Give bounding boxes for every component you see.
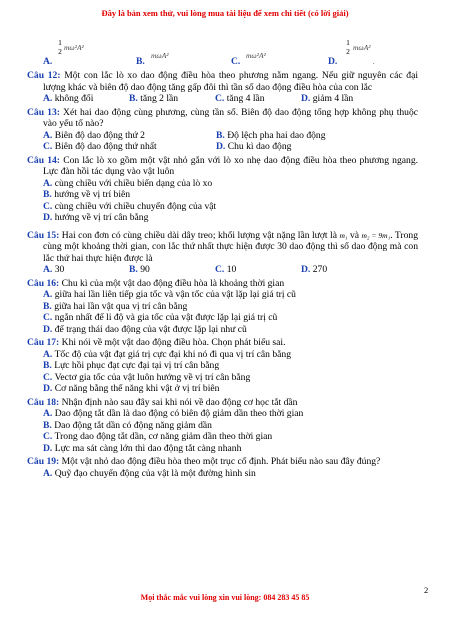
- punctuation: .: [373, 57, 375, 66]
- question-text: Khi nói về một vật dao động điều hòa. Chọn phát biểu sai.: [61, 337, 286, 348]
- option-c: C. Vectơ gia tốc của vật luôn hướng về vị trí cân bằng: [43, 371, 251, 383]
- fraction-denominator: 2: [58, 47, 62, 56]
- question-18: [27, 396, 418, 409]
- option-b: B. hướng về vị trí biên: [43, 189, 131, 200]
- question-19: [27, 456, 418, 468]
- fraction-denominator: 2: [346, 47, 350, 56]
- question-text: Một con lắc lò xo dao động điều hòa theo phương nằm ngang. Nếu giữ nguyên các đại lượng khác và biên độ dao động tăng gấp đôi thì tần số dao động điều hòa của con lắc: [43, 70, 418, 93]
- option-a: A. Biên độ dao động thứ 2: [43, 129, 145, 141]
- question-14: [27, 154, 419, 178]
- question-12: [27, 70, 418, 93]
- question-16: [27, 277, 418, 290]
- option-c: C. 10: [215, 264, 237, 275]
- option-a: A. Quỹ đạo chuyển động của vật là một đường hình sin: [43, 467, 256, 479]
- question-13: [27, 106, 419, 130]
- formula: m₂ = 9m₁: [361, 230, 391, 240]
- option-c: C. ngắn nhất để li độ và gia tốc của vật được lặp lại giá trị cũ: [43, 312, 278, 323]
- question-17: [27, 337, 418, 349]
- question-number: Câu 12:: [27, 70, 61, 81]
- option-a: A. giữa hai lần liên tiếp gia tốc và vận tốc của vật lặp lại giá trị cũ: [43, 289, 296, 300]
- question-number: Câu 13:: [27, 106, 60, 118]
- page-number: 2: [424, 585, 429, 595]
- option-d: D. hướng về vị trí cân bằng: [43, 212, 149, 223]
- option-letter: A.: [43, 56, 53, 67]
- option-b: B. giữa hai lần vật qua vị trí cân bằng: [43, 300, 188, 312]
- option-b: B. tăng 2 lần: [129, 93, 179, 104]
- option-d: D. giảm 4 lần: [301, 93, 354, 104]
- option-c: C. tăng 4 lần: [215, 93, 265, 104]
- formula: mωA²: [151, 51, 169, 60]
- fraction-numerator: 1: [58, 38, 62, 47]
- option-letter: B.: [136, 56, 145, 67]
- question-text: . Trong cùng một khoảng thời gian, con lắc thứ nhất thực hiện được 30 dao động thì số dao động mà con lắc thứ hai thực hiện được là: [43, 229, 419, 264]
- option-d: D. Chu kì dao động: [216, 141, 292, 152]
- formula: mω²A²: [246, 51, 266, 60]
- option-b: B. 90: [129, 264, 150, 275]
- formula: mω²A²: [64, 43, 84, 52]
- fraction: [344, 38, 352, 56]
- q13-options-row2: [43, 141, 418, 153]
- q12-options: [43, 93, 418, 105]
- question-text: Hai con đơn có cùng chiều dài dây treo; khối lượng vật nặng lần lượt là: [61, 229, 337, 241]
- question-number: Câu 17:: [27, 337, 60, 348]
- question-text: Xét hai dao động cùng phương, cùng tần số. Biên độ dao động tổng hợp không phụ thuộc vào yếu tố nào?: [43, 106, 419, 129]
- option-letter: C.: [231, 56, 241, 67]
- option-a: A. Dao động tắt dần là dao động có biên độ giảm dần theo thời gian: [43, 408, 304, 419]
- formula: mωA²: [353, 43, 371, 52]
- fraction: [56, 38, 64, 56]
- q13-options-row1: [43, 130, 418, 142]
- document-body: [27, 38, 419, 479]
- question-number: Câu 14:: [27, 154, 61, 166]
- question-number: Câu 15:: [27, 229, 60, 241]
- option-d: D. Lực ma sát càng lớn thì dao động tắt càng nhanh: [43, 442, 242, 454]
- option-c: C. cùng chiều với chiều chuyển động của vật: [43, 200, 217, 212]
- option-letter: D.: [328, 56, 338, 67]
- question-number: Câu 19:: [27, 456, 60, 467]
- q15-options: [43, 264, 418, 276]
- option-d: D. để trạng thái dao động của vật được lặp lại như cũ: [43, 323, 247, 335]
- option-c: C. Trong dao động tắt dần, cơ năng giảm dần theo thời gian: [43, 431, 273, 442]
- option-c: C. Biên độ dao động thứ nhất: [43, 141, 157, 152]
- option-b: B. Lực hồi phục đạt cực đại tại vị trí cân bằng: [43, 360, 220, 371]
- option-b: B. Dao động tắt dần có động năng giảm dần: [43, 419, 212, 431]
- fraction-numerator: 1: [346, 38, 350, 47]
- option-a: A. cùng chiều với chiều biến dạng của lò xo: [43, 177, 213, 189]
- option-d: D. Cơ năng bằng thế năng khi vật ở vị trí biên: [43, 383, 220, 394]
- question-15: [27, 229, 419, 265]
- page-footer: Mọi thắc mắc vui lòng xin vui lòng: 084 283 45 85: [140, 593, 310, 602]
- question-number: Câu 16:: [27, 277, 60, 289]
- page-header: Đây là bản xem thử, vui lòng mua tài liệu để xem chi tiết (có lời giải): [101, 8, 349, 18]
- option-a: A. Tốc độ của vật đạt giá trị cực đại khi nó đi qua vị trí cân bằng: [43, 348, 292, 360]
- option-a: A. 30: [43, 264, 65, 275]
- formula: m₁: [339, 230, 348, 240]
- option-a: A. không đổi: [43, 93, 94, 104]
- question-text: và: [349, 229, 359, 241]
- option-b: B. Độ lệch pha hai dao động: [216, 129, 326, 141]
- question-text: Con lắc lò xo gồm một vật nhỏ gắn với lò xo nhẹ dao động điều hòa theo phương ngang. Lực đàn hồi tác dụng vào vật luôn: [43, 154, 419, 177]
- question-text: Nhận định nào sau đây sai khi nói về dao động cơ học tắt dần: [61, 396, 298, 408]
- question-number: Câu 18:: [27, 396, 60, 408]
- option-d: D. 270: [301, 264, 328, 275]
- question-text: Một vật nhỏ dao động điều hòa theo một trục cố định. Phát biểu nào sau đây đúng?: [61, 456, 381, 467]
- question-text: Chu kì của một vật dao động điều hòa là khoảng thời gian: [61, 277, 285, 289]
- q11-options: [43, 38, 418, 68]
